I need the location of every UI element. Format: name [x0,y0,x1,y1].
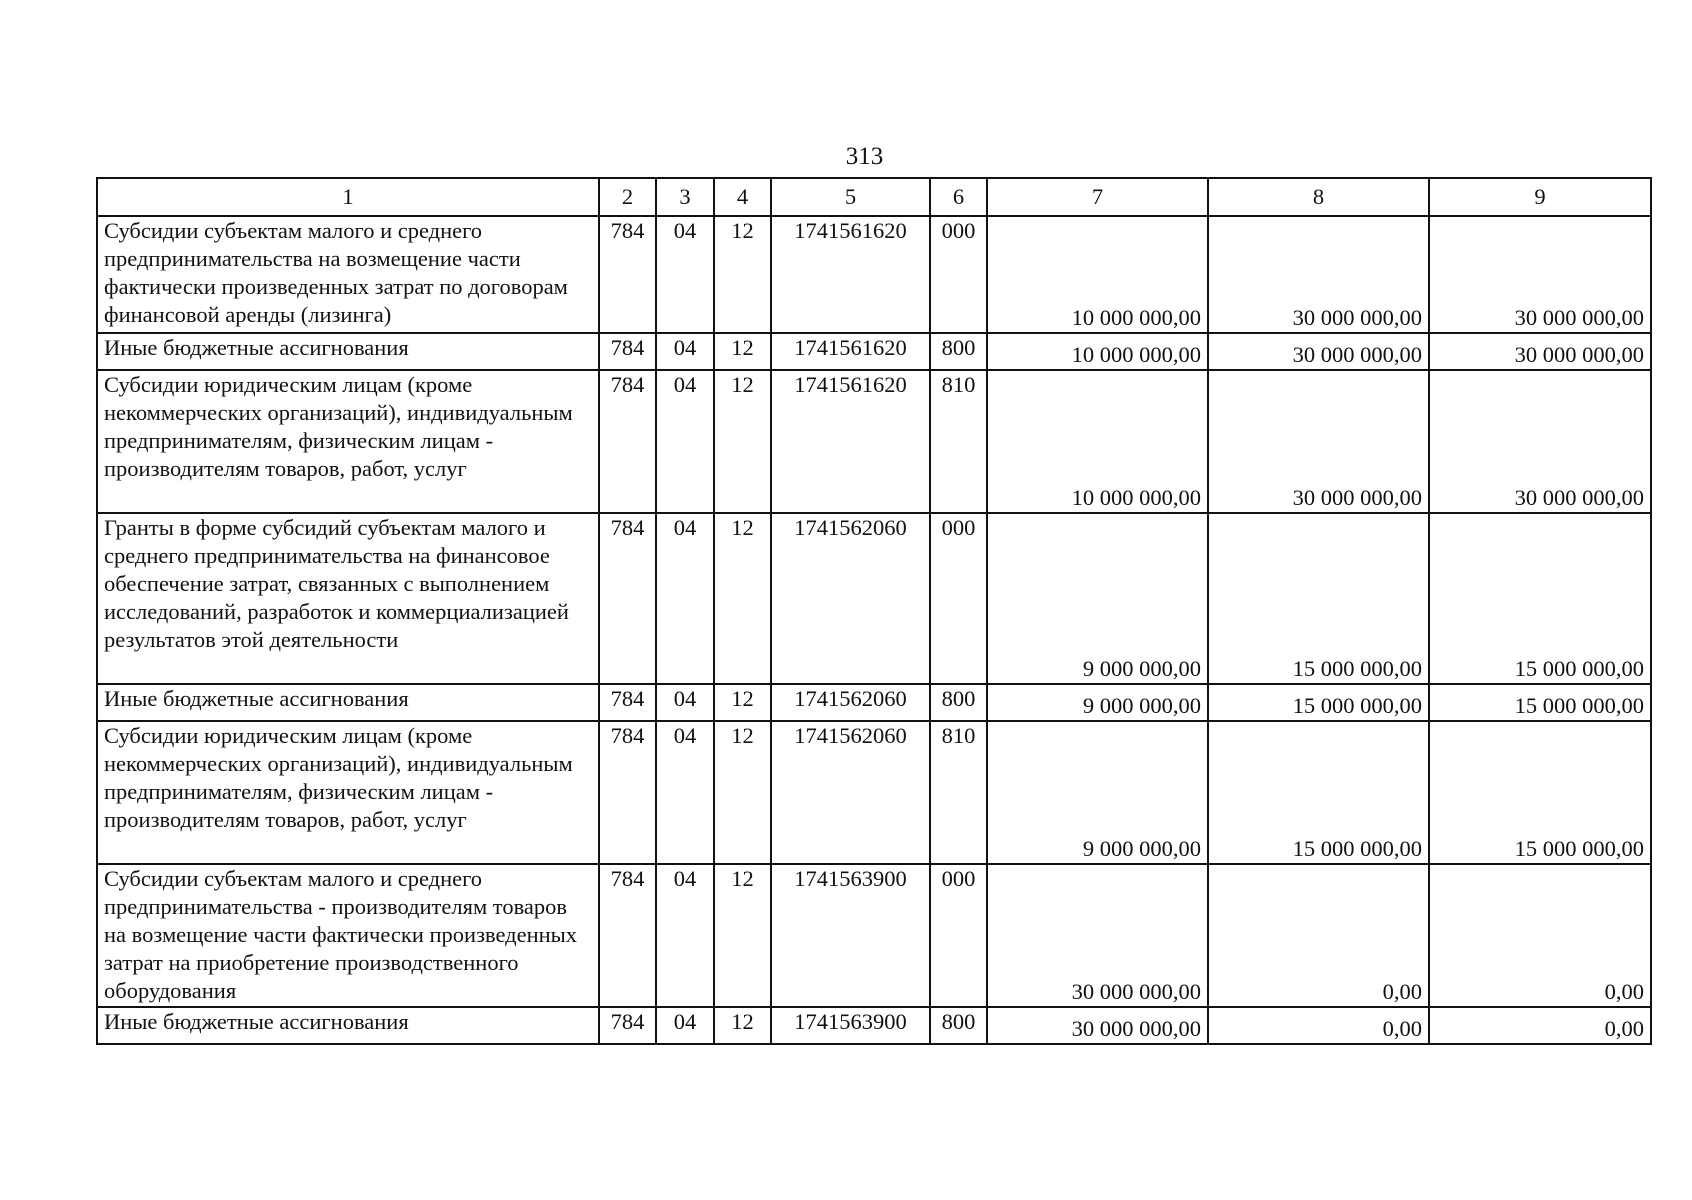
amount: 9 000 000,00 [1082,693,1201,718]
cell-col2: 784 [599,864,656,1007]
cell-col6: 000 [930,216,987,333]
amount: 15 000 000,00 [1514,693,1644,718]
cell-col4: 12 [714,721,771,864]
row-name: Иные бюджетные ассигнования [97,1007,599,1044]
column-header: 2 [599,178,656,216]
amount: 10 000 000,00 [1071,305,1201,330]
cell-col7 [987,216,1208,333]
amount: 30 000 000,00 [1292,342,1422,367]
budget-table [96,177,1652,1045]
cell-col5: 1741561620 [771,370,930,513]
cell-col2: 784 [599,1007,656,1044]
cell-col9 [1429,684,1651,721]
cell-col3: 04 [656,684,714,721]
cell-col4: 12 [714,864,771,1007]
cell-col7 [987,684,1208,721]
cell-col3: 04 [656,721,714,864]
cell-col5: 1741562060 [771,513,930,684]
cell-col2: 784 [599,333,656,370]
cell-col6: 800 [930,684,987,721]
cell-col2: 784 [599,721,656,864]
column-header: 9 [1429,178,1651,216]
cell-col8 [1208,216,1429,333]
cell-col6: 000 [930,513,987,684]
cell-col7 [987,370,1208,513]
cell-col4: 12 [714,216,771,333]
cell-col4: 12 [714,333,771,370]
cell-col4: 12 [714,684,771,721]
amount: 0,00 [1382,1016,1422,1041]
cell-col2: 784 [599,684,656,721]
column-header: 5 [771,178,930,216]
amount: 10 000 000,00 [1071,485,1201,510]
cell-col9 [1429,1007,1651,1044]
column-header: 1 [97,178,599,216]
amount: 30 000 000,00 [1514,485,1644,510]
cell-col9 [1429,333,1651,370]
table-row [97,1007,1651,1044]
row-name: Субсидии субъектам малого и среднего предпринимательства на возмещение части фактически произведенных затрат по договорам финансовой аренды (лизинга) [97,216,599,333]
row-name: Субсидии юридическим лицам (кроме некоммерческих организаций), индивидуальным предпринимателям, физическим лицам - производителям товаров, работ, услуг [97,370,599,513]
amount: 0,00 [1604,1016,1644,1041]
amount: 30 000 000,00 [1292,305,1422,330]
cell-col9 [1429,864,1651,1007]
cell-col8 [1208,721,1429,864]
cell-col9 [1429,370,1651,513]
table-row [97,721,1651,864]
cell-col8 [1208,370,1429,513]
cell-col8 [1208,684,1429,721]
cell-col7 [987,1007,1208,1044]
amount: 0,00 [1604,979,1644,1004]
cell-col5: 1741561620 [771,333,930,370]
row-name: Субсидии юридическим лицам (кроме некоммерческих организаций), индивидуальным предпринимателям, физическим лицам - производителям товаров, работ, услуг [97,721,599,864]
cell-col8 [1208,513,1429,684]
row-name: Субсидии субъектам малого и среднего предпринимательства - производителям товаров на возмещение части фактически произведенных затрат на приобретение производственного оборудования [97,864,599,1007]
amount: 15 000 000,00 [1292,656,1422,681]
cell-col3: 04 [656,216,714,333]
table-row [97,864,1651,1007]
header-row [97,178,1651,216]
row-name: Иные бюджетные ассигнования [97,684,599,721]
cell-col3: 04 [656,370,714,513]
amount: 30 000 000,00 [1071,979,1201,1004]
cell-col6: 810 [930,370,987,513]
table-row [97,684,1651,721]
cell-col6: 810 [930,721,987,864]
row-name: Гранты в форме субсидий субъектам малого и среднего предпринимательства на финансовое обеспечение затрат, связанных с выполнением исследований, разработок и коммерциализацией результатов этой деятельности [97,513,599,684]
cell-col5: 1741562060 [771,684,930,721]
cell-col7 [987,513,1208,684]
cell-col6: 000 [930,864,987,1007]
amount: 9 000 000,00 [1082,656,1201,681]
cell-col3: 04 [656,333,714,370]
cell-col3: 04 [656,513,714,684]
page-number: 313 [845,143,884,170]
cell-col2: 784 [599,216,656,333]
cell-col5: 1741563900 [771,864,930,1007]
cell-col7 [987,333,1208,370]
cell-col5: 1741561620 [771,216,930,333]
cell-col8 [1208,1007,1429,1044]
cell-col8 [1208,864,1429,1007]
column-header: 7 [987,178,1208,216]
cell-col2: 784 [599,370,656,513]
cell-col6: 800 [930,333,987,370]
cell-col7 [987,864,1208,1007]
amount: 10 000 000,00 [1071,342,1201,367]
cell-col7 [987,721,1208,864]
amount: 30 000 000,00 [1071,1016,1201,1041]
cell-col4: 12 [714,513,771,684]
cell-col9 [1429,721,1651,864]
cell-col6: 800 [930,1007,987,1044]
amount: 30 000 000,00 [1514,305,1644,330]
column-header: 6 [930,178,987,216]
amount: 15 000 000,00 [1292,693,1422,718]
table-row [97,370,1651,513]
cell-col9 [1429,216,1651,333]
table-row [97,216,1651,333]
cell-col8 [1208,333,1429,370]
column-header: 3 [656,178,714,216]
cell-col2: 784 [599,513,656,684]
cell-col9 [1429,513,1651,684]
amount: 9 000 000,00 [1082,836,1201,861]
amount: 0,00 [1382,979,1422,1004]
column-header: 8 [1208,178,1429,216]
cell-col5: 1741562060 [771,721,930,864]
row-name: Иные бюджетные ассигнования [97,333,599,370]
cell-col4: 12 [714,1007,771,1044]
amount: 15 000 000,00 [1514,836,1644,861]
cell-col3: 04 [656,1007,714,1044]
cell-col5: 1741563900 [771,1007,930,1044]
cell-col3: 04 [656,864,714,1007]
amount: 15 000 000,00 [1292,836,1422,861]
amount: 15 000 000,00 [1514,656,1644,681]
column-header: 4 [714,178,771,216]
cell-col4: 12 [714,370,771,513]
amount: 30 000 000,00 [1292,485,1422,510]
table-row [97,333,1651,370]
amount: 30 000 000,00 [1514,342,1644,367]
table-row [97,513,1651,684]
